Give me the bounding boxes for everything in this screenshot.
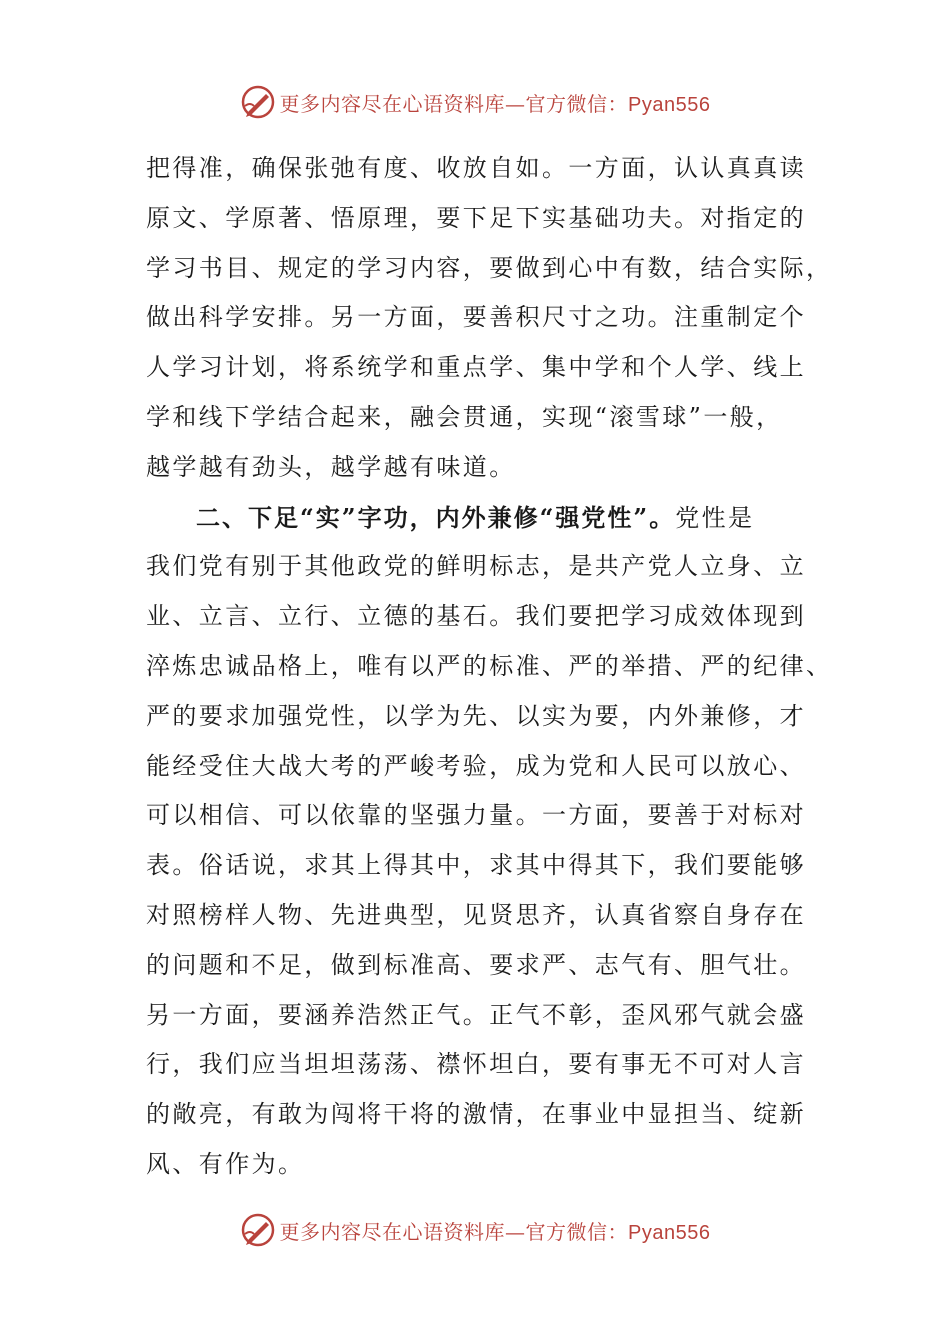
- heading-continuation: 党性是: [675, 503, 755, 532]
- document-body: [146, 144, 833, 1190]
- pen-logo-icon: [240, 1212, 276, 1248]
- wechat-id: Pyan556: [628, 1221, 711, 1244]
- header-banner: [0, 82, 950, 122]
- body-line: 越学越有劲头，越学越有味道。: [146, 452, 516, 481]
- body-line: 行，我们应当坦坦荡荡、襟怀坦白，要有事无不可对人言: [146, 1050, 806, 1079]
- body-line: 学习书目、规定的学习内容，要做到心中有数，结合实际，: [146, 253, 833, 282]
- body-line: 做出科学安排。另一方面，要善积尺寸之功。注重制定个: [146, 303, 806, 332]
- section-heading-line: [146, 493, 806, 543]
- section-heading: 二、下足“实”字功，内外兼修“强党性”。: [196, 502, 676, 532]
- body-line: 表。俗话说，求其上得其中，求其中得其下，我们要能够: [146, 851, 806, 880]
- body-line: 风、有作为。: [146, 1149, 305, 1178]
- banner-text: 更多内容尽在心语资料库—官方微信：Pyan556: [279, 1219, 711, 1244]
- body-line: 学和线下学结合起来，融会贯通，实现“滚雪球”一般，: [146, 402, 783, 431]
- body-line: 业、立言、立行、立德的基石。我们要把学习成效体现到: [146, 602, 806, 631]
- pen-logo-icon: [240, 84, 276, 120]
- body-line: 能经受住大战大考的严峻考验，成为党和人民可以放心、: [146, 751, 806, 780]
- body-line: 另一方面，要涵养浩然正气。正气不彰，歪风邪气就会盛: [146, 1000, 806, 1029]
- body-line: 的问题和不足，做到标准高、要求严、志气有、胆气壮。: [146, 950, 806, 979]
- wechat-id: Pyan556: [628, 93, 711, 116]
- footer-banner: [0, 1210, 950, 1250]
- body-line: 的敞亮，有敢为闯将干将的激情，在事业中显担当、绽新: [146, 1100, 806, 1129]
- body-line: 淬炼忠诚品格上，唯有以严的标准、严的举措、严的纪律、: [146, 651, 833, 680]
- body-line: 原文、学原著、悟原理，要下足下实基础功夫。对指定的: [146, 203, 806, 232]
- body-line: 可以相信、可以依靠的坚强力量。一方面，要善于对标对: [146, 801, 806, 830]
- body-line: 我们党有别于其他政党的鲜明标志，是共产党人立身、立: [146, 552, 806, 581]
- banner-text: 更多内容尽在心语资料库—官方微信：Pyan556: [279, 91, 711, 116]
- body-line: 人学习计划，将系统学和重点学、集中学和个人学、线上: [146, 353, 806, 382]
- body-line: 对照榜样人物、先进典型，见贤思齐，认真省察自身存在: [146, 900, 806, 929]
- body-line: 把得准，确保张弛有度、收放自如。一方面，认认真真读: [146, 154, 806, 182]
- body-line: 严的要求加强党性，以学为先、以实为要，内外兼修，才: [146, 701, 806, 730]
